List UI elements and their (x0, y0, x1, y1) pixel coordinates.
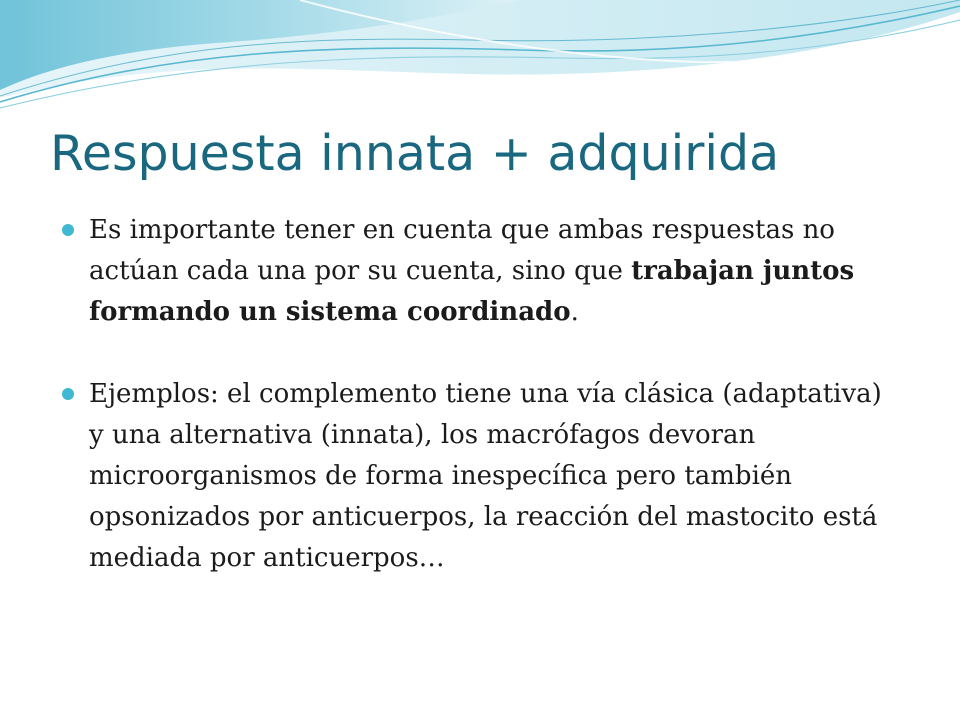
bullet-text (89, 215, 854, 327)
bullet-item (62, 210, 902, 333)
bullet-dot-icon (62, 224, 74, 236)
bullet-text: Ejemplos: el complemento tiene una vía clásica (adaptativa) y una alternativa (innata), los macrófagos devoran microorganismos de forma inespecífica pero también opsonizados por anticuerpos, la reacción del mastocito está mediada por anticuerpos… (89, 379, 882, 573)
bullet-text-end: . (570, 297, 579, 327)
header-wave-decoration (0, 0, 960, 120)
bullet-text-regular: Es importante tener en cuenta que ambas respuestas no actúan cada una por su cuenta, sino que (89, 215, 835, 286)
bullet-list (62, 210, 902, 579)
bullet-dot-icon (62, 388, 74, 400)
bullet-item (62, 374, 902, 579)
bullet-text-emphasis: trabajan juntos formando un sistema coordinado (89, 256, 855, 327)
slide-title: Respuesta innata + adquirida (50, 125, 780, 182)
